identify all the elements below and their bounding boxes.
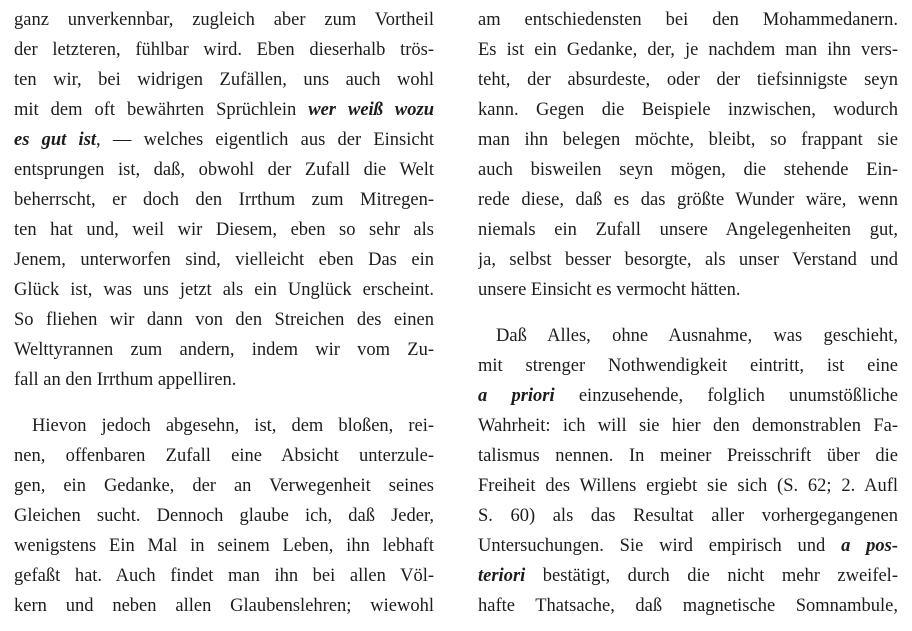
paragraph [478,321,898,621]
text-line [14,441,434,471]
text-line [14,245,434,275]
emphasized-text: a pos- [841,536,898,556]
text-segment: der letzteren, fühlbar wird. Eben dieserhalb trös- [14,40,434,60]
text-line [478,501,898,531]
text-segment: entsprungen ist, daß, obwohl der Zufall die Welt [14,160,434,180]
text-segment: Wahrheit: ich will sie hier den demonstrablen Fa- [478,416,898,436]
emphasized-text: teriori [478,566,526,586]
text-segment: fall an den Irrthum appelliren. [14,370,237,390]
text-segment: am entschiedensten bei den Mohammedanern. [478,10,898,30]
text-line [14,185,434,215]
text-segment: kern und neben allen Glaubenslehren; wiewohl [14,596,434,616]
text-line [14,65,434,95]
text-segment: ten hat und, weil wir Diesem, eben so sehr als [14,220,434,240]
text-segment: einzusehende, folglich unumstößliche [554,386,898,406]
text-line [478,125,898,155]
text-segment: Glück ist, was uns jetzt als ein Unglück erscheint. [14,280,434,300]
text-line [14,5,434,35]
text-segment: nen, offenbaren Zufall eine Absicht unterzule- [14,446,434,466]
text-segment: hafte Thatsache, daß magnetische Somnambule, [478,596,898,616]
text-segment: mit dem oft bewährten Sprüchlein [14,100,309,120]
text-line [478,411,898,441]
text-line [14,155,434,185]
text-segment: S. 60) als das Resultat aller vorhergegangenen [478,506,898,526]
text-segment: rede diese, daß es das größte Wunder wäre, wenn [478,190,898,210]
text-line [14,411,434,441]
text-segment: Untersuchungen. Sie wird empirisch und [478,536,842,556]
emphasized-text: a priori [478,386,555,406]
text-line [478,275,898,305]
text-line [478,561,898,591]
text-segment: ganz unverkennbar, zugleich aber zum Vortheil [14,10,434,30]
text-line [14,365,434,395]
text-segment: unsere Einsicht es vermocht hätten. [478,280,741,300]
text-column-left [14,5,434,631]
emphasized-text: wer weiß wozu [308,100,434,120]
text-line [14,591,434,621]
text-line [478,441,898,471]
emphasized-text: es gut ist [14,130,97,150]
text-segment: talismus nennen. In meiner Preisschrift über die [478,446,898,466]
text-segment: Hievon jedoch abgesehn, ist, dem bloßen, rei- [32,416,434,436]
text-segment: Gleichen sucht. Dennoch glaube ich, daß Jeder, [14,506,434,526]
text-line [478,351,898,381]
text-segment: Jenem, unterworfen sind, vielleicht eben Das ein [14,250,434,270]
text-segment: auch bisweilen seyn mögen, die stehende Ein- [478,160,898,180]
text-line [478,215,898,245]
text-line [14,95,434,125]
text-line [14,561,434,591]
text-segment: man ihn belegen möchte, bleibt, so frappant sie [478,130,898,150]
text-line [478,471,898,501]
text-line [14,275,434,305]
text-line [478,591,898,621]
text-line [478,381,898,411]
text-segment: gefaßt hat. Auch findet man ihn bei allen Völ- [14,566,434,586]
text-line [14,531,434,561]
text-line [478,5,898,35]
text-line [14,305,434,335]
text-line [478,65,898,95]
text-segment: , — welches eigentlich aus der Einsicht [96,130,434,150]
text-line [14,501,434,531]
text-line [14,125,434,155]
text-line [478,95,898,125]
text-line [478,35,898,65]
text-line [478,531,898,561]
text-line [478,185,898,215]
text-segment: beherrscht, er doch den Irrthum zum Mitregen- [14,190,434,210]
text-segment: teht, der absurdeste, oder der tiefsinnigste seyn [478,70,898,90]
text-segment: mit strenger Nothwendigkeit eintritt, ist eine [478,356,898,376]
text-column-right [478,5,898,631]
text-segment: ten wir, bei widrigen Zufällen, uns auch wohl [14,70,434,90]
text-segment: Freiheit des Willens ergiebt sie sich (S. 62; 2. Aufl [478,476,898,496]
text-line [14,215,434,245]
text-line [14,335,434,365]
text-line [14,35,434,65]
text-line [478,321,898,351]
text-segment: kann. Gegen die Beispiele inzwischen, wodurch [478,100,898,120]
paragraph [14,5,434,395]
text-segment: bestätigt, durch die nicht mehr zweifel- [525,566,898,586]
text-segment: gen, ein Gedanke, der an Verwegenheit seines [14,476,434,496]
text-line [478,155,898,185]
paragraph [14,411,434,621]
text-segment: So fliehen wir dann von den Streichen des einen [14,310,434,330]
text-segment: Daß Alles, ohne Ausnahme, was geschieht, [496,326,898,346]
text-segment: niemals ein Zufall unsere Angelegenheiten gut, [478,220,898,240]
text-line [14,471,434,501]
text-segment: Welttyrannen zum andern, indem wir vom Zu- [14,340,434,360]
text-segment: Es ist ein Gedanke, der, je nachdem man ihn vers- [478,40,898,60]
paragraph [478,5,898,305]
text-segment: ja, selbst besser besorgte, als unser Verstand und [478,250,898,270]
text-line [478,245,898,275]
text-segment: wenigstens Ein Mal in seinem Leben, ihn lebhaft [14,536,434,556]
